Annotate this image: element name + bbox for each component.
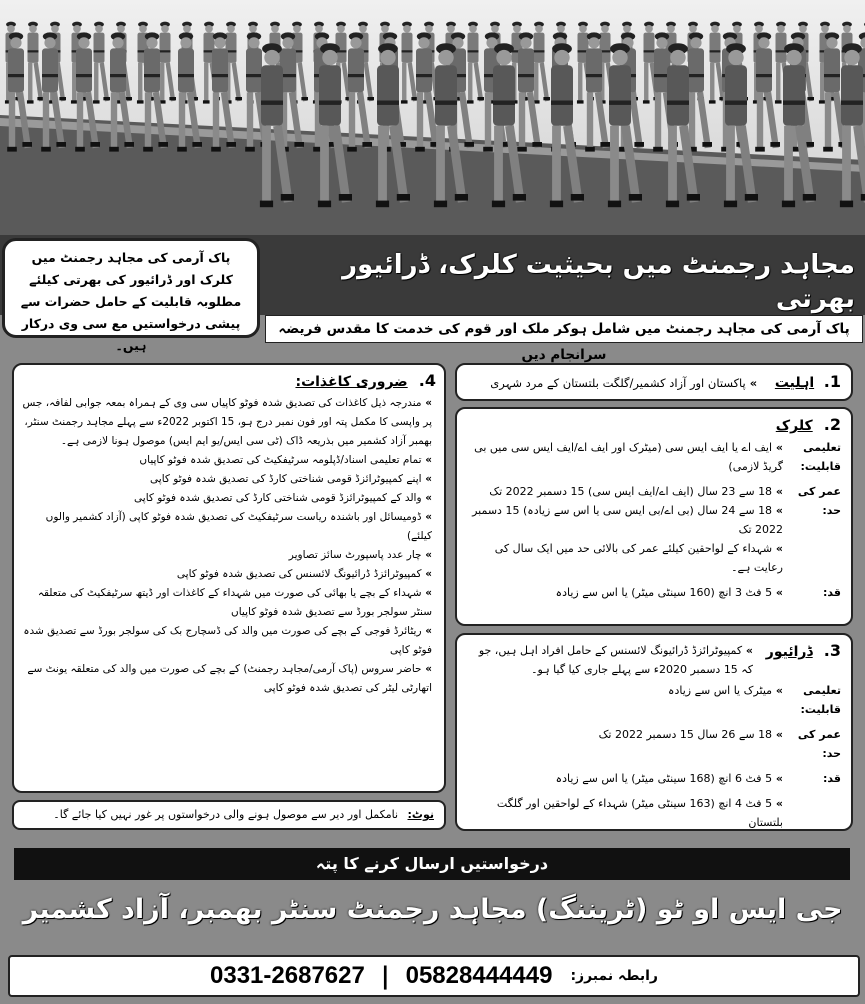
field-value: » میٹرک یا اس سے زیادہ bbox=[467, 681, 783, 719]
note-box bbox=[12, 800, 446, 830]
field-value: » 5 فٹ 3 انچ (160 سینٹی میٹر) یا اس سے زیادہ bbox=[467, 583, 783, 602]
phone-number-1[interactable]: 05828444449 bbox=[405, 962, 553, 989]
section-number: 3. bbox=[823, 641, 841, 660]
documents-box bbox=[12, 363, 446, 793]
document-item: » تمام تعلیمی اسناد/ڈپلومہ سرٹیفکیٹ کی تصدیق شدہ فوٹو کاپیاں bbox=[22, 451, 436, 470]
clerk-age-row bbox=[467, 482, 841, 577]
driver-height-row bbox=[467, 769, 841, 832]
document-item: » چار عدد پاسپورٹ سائز تصاویر bbox=[22, 546, 436, 565]
eligibility-text: » پاکستان اور آزاد کشمیر/گلگت بلتستان کے مرد شہری bbox=[490, 376, 757, 390]
field-label: تعلیمی قابلیت: bbox=[800, 684, 841, 716]
field-label: تعلیمی قابلیت: bbox=[800, 441, 841, 473]
subheadline: پاک آرمی کی مجاہد رجمنٹ میں شامل ہوکر ملک اور قوم کی خدمت کا مقدس فریضہ سرانجام دیں bbox=[265, 315, 863, 343]
driver-box bbox=[455, 633, 853, 831]
recruitment-callout: پاک آرمی کی مجاہد رجمنٹ میں کلرک اور ڈرائیور کی بھرتی کیلئے مطلوبہ قابلیت کے حامل حضرات سے پیشی درخواستیں مع سی وی درکار ہیں۔ bbox=[2, 238, 260, 338]
driver-age-row bbox=[467, 725, 841, 763]
document-item: » ریٹائرڈ فوجی کے بچے کی صورت میں والد کی ڈسچارج بک کی سولجر بورڈ سے تصدیق شدہ فوٹو کاپی bbox=[22, 622, 436, 660]
field-value: » 18 سے 26 سال 15 دسمبر 2022 تک bbox=[467, 725, 783, 763]
driver-license-text: » کمپیوٹرائزڈ ڈرائیونگ لائسنس کے حامل افراد اہل ہیں، جو کہ 15 دسمبر 2020ء سے پہلے جاری کیا گیا ہو۔ bbox=[467, 641, 753, 679]
separator: | bbox=[380, 962, 390, 990]
field-value: » 18 سے 24 سال (بی اے/بی ایس سی یا اس سے زیادہ) 15 دسمبر 2022 تک bbox=[467, 501, 783, 539]
driver-title: ڈرائیور bbox=[765, 644, 813, 660]
field-label: قد: bbox=[823, 586, 841, 599]
clerk-title: کلرک bbox=[775, 418, 813, 434]
phone-number-2[interactable]: 0331-2687627 bbox=[210, 962, 365, 989]
field-label: عمر کی حد: bbox=[797, 728, 841, 760]
contact-bar bbox=[8, 955, 860, 997]
contact-label: رابطہ نمبرز: bbox=[570, 968, 658, 984]
marching-soldiers-photo bbox=[0, 0, 865, 235]
field-value: » 5 فٹ 6 انچ (168 سینٹی میٹر) یا اس سے زیادہ bbox=[467, 769, 783, 788]
section-number: 1. bbox=[823, 372, 841, 391]
field-value: » شہداء کے لواحقین کیلئے عمر کی بالائی حد میں ایک سال کی رعایت ہے۔ bbox=[467, 539, 783, 577]
field-value: » ایف اے یا ایف ایس سی (میٹرک اور ایف اے/ایف ایس سی میں بی گریڈ لازمی) bbox=[467, 438, 783, 476]
clerk-education-row bbox=[467, 438, 841, 476]
document-item: » مندرجہ ذیل کاغذات کی تصدیق شدہ فوٹو کاپیاں سی وی کے ہمراہ بمعہ جوابی لفافہ، جس پر واپسی کا مکمل پتہ اور فون نمبر درج ہو، 15 اکتوبر 2022ء سے پہلے مجاہد رجمنٹ سنٹر، بھمبر آزاد کشمیر میں بذریعہ ڈاک (ٹی سی ایس/یو ایم ایس) موصول ہونا لازمی ہے۔ bbox=[22, 394, 436, 451]
documents-list bbox=[22, 394, 436, 698]
eligibility-box bbox=[455, 363, 853, 401]
field-value: » 18 سے 23 سال (ایف اے/ایف ایس سی) 15 دسمبر 2022 تک bbox=[467, 482, 783, 501]
documents-title: ضروری کاغذات: bbox=[295, 374, 408, 390]
banner-photo bbox=[0, 0, 865, 235]
note-label: نوٹ: bbox=[407, 808, 434, 821]
headline: مجاہد رجمنٹ میں بحیثیت کلرک، ڈرائیور بھرتی bbox=[342, 250, 855, 314]
clerk-height-row bbox=[467, 583, 841, 602]
document-item: » شہداء کے بچے یا بھائی کی صورت میں شہداء کے کاغذات اور ڈیتھ سرٹیفکیٹ کی متعلقہ سنٹر سولجر بورڈ سے تصدیق شدہ فوٹو کاپیاں bbox=[22, 584, 436, 622]
document-item: » ڈومیسائل اور باشندہ ریاست سرٹیفکیٹ کی تصدیق شدہ فوٹو کاپی (آزاد کشمیر والوں کیلئے) bbox=[22, 508, 436, 546]
clerk-box bbox=[455, 407, 853, 626]
field-value: » 5 فٹ 4 انچ (163 سینٹی میٹر) شہداء کے لواحقین اور گلگت بلتستان bbox=[467, 794, 783, 832]
document-item: » والد کے کمپیوٹرائزڈ قومی شناختی کارڈ کی تصدیق شدہ فوٹو کاپی bbox=[22, 489, 436, 508]
document-item: » حاضر سروس (پاک آرمی/مجاہد رجمنٹ) کے بچے کی صورت میں والد کی متعلقہ یونٹ سے اتھارٹی لیٹر کی تصدیق شدہ فوٹو کاپی bbox=[22, 660, 436, 698]
driver-education-row bbox=[467, 681, 841, 719]
field-label: عمر کی حد: bbox=[797, 485, 841, 517]
note-text: نامکمل اور دیر سے موصول ہونے والی درخواستوں پر غور نہیں کیا جائے گا۔ bbox=[53, 808, 399, 821]
document-item: » کمپیوٹرائزڈ ڈرائیونگ لائسنس کی تصدیق شدہ فوٹو کاپی bbox=[22, 565, 436, 584]
section-number: 4. bbox=[418, 371, 436, 390]
field-label: قد: bbox=[823, 772, 841, 785]
document-item: » اپنے کمپیوٹرائزڈ قومی شناختی کارڈ کی تصدیق شدہ فوٹو کاپی bbox=[22, 470, 436, 489]
address-heading: درخواستیں ارسال کرنے کا پتہ bbox=[14, 848, 850, 880]
section-number: 2. bbox=[823, 415, 841, 434]
eligibility-title: اہلیت bbox=[774, 375, 815, 391]
mailing-address: جی ایس او ٹو (ٹریننگ) مجاہد رجمنٹ سنٹر بھمبر، آزاد کشمیر bbox=[22, 894, 843, 925]
